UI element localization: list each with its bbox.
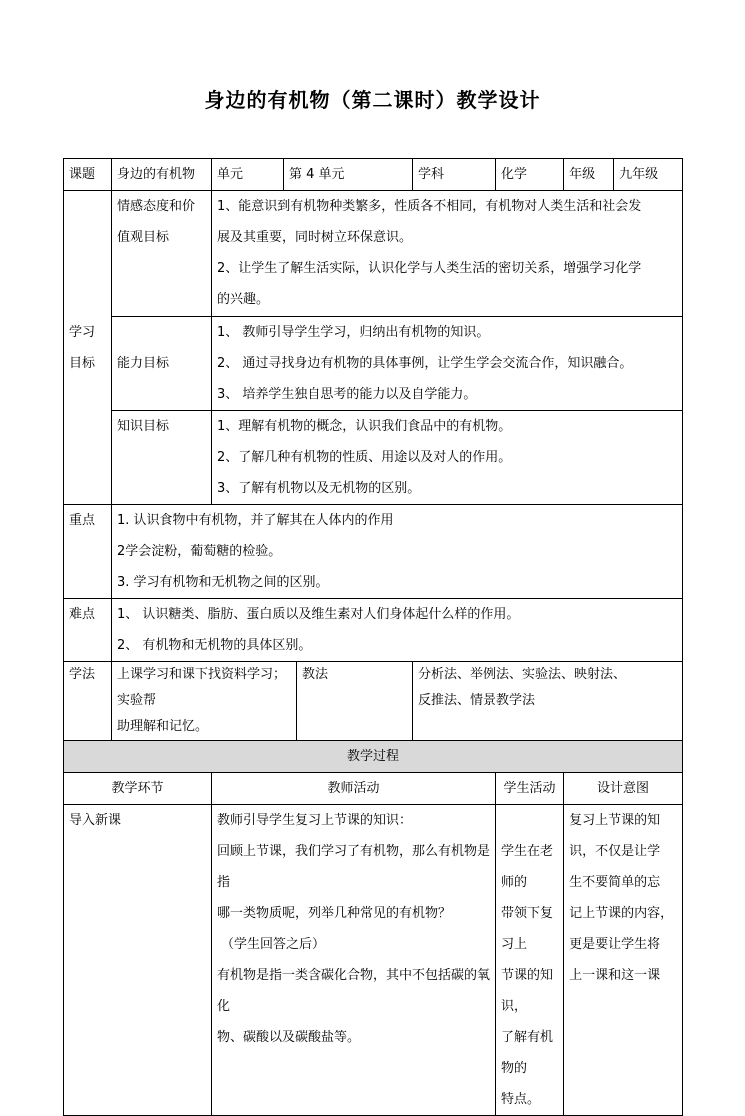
knowledge-line: 1、理解有机物的概念，认识我们食品中的有机物。 <box>217 419 512 434</box>
key-points-row <box>64 505 683 599</box>
study-method-line: 上课学习和课下找资料学习；实验帮 <box>117 667 287 708</box>
difficulty-line: 2、 有机物和无机物的具体区别。 <box>117 638 312 653</box>
grade-label: 年级 <box>564 159 614 191</box>
emotion-label-line2: 值观目标 <box>117 230 170 245</box>
student-line: 学生在老师的 <box>501 844 554 890</box>
objectives-label-line1: 学习 <box>69 324 96 340</box>
intent-line: 更是要让学生将 <box>569 937 661 952</box>
intent-line: 复习上节课的知 <box>569 813 661 828</box>
objectives-label-line2: 目标 <box>69 355 96 371</box>
ability-line: 1、 教师引导学生学习，归纳出有机物的知识。 <box>217 325 490 340</box>
study-method-label: 学法 <box>64 662 112 741</box>
process-title: 教学过程 <box>64 741 683 773</box>
intent-header: 设计意图 <box>564 773 683 805</box>
teacher-line: 教师引导学生复习上节课的知识： <box>217 813 413 828</box>
teacher-line: 有机物是指一类含碳化合物，其中不包括碳的氧化 <box>217 968 491 1014</box>
intro-design-intent <box>564 805 683 1116</box>
knowledge-line: 3、了解有机物以及无机物的区别。 <box>217 481 421 496</box>
emotion-line: 1、能意识到有机物种类繁多，性质各不相同，有机物对人类生活和社会发 <box>217 199 642 214</box>
key-points-content <box>112 505 683 599</box>
difficulties-label: 难点 <box>64 599 112 662</box>
document-title: 身边的有机物（第二课时）教学设计 <box>204 88 541 112</box>
emotion-line: 展及其重要，同时树立环保意识。 <box>217 230 413 245</box>
knowledge-line: 2、了解几种有机物的性质、用途以及对人的作用。 <box>217 450 512 465</box>
teach-method-content <box>413 662 683 741</box>
teacher-line: （学生回答之后） <box>221 937 326 952</box>
knowledge-content <box>212 411 683 505</box>
emotion-label <box>112 191 212 317</box>
student-line: 特点。 <box>501 1092 541 1107</box>
teacher-line: 物、碳酸以及碳酸盐等。 <box>217 1030 361 1045</box>
teacher-header: 教师活动 <box>212 773 496 805</box>
intent-line: 生不要简单的忘 <box>569 875 661 890</box>
stage-header: 教学环节 <box>64 773 212 805</box>
emotion-label-line1: 情感态度和价 <box>117 199 196 214</box>
teach-method-line: 反推法、情景教学法 <box>418 693 536 708</box>
knowledge-label: 知识目标 <box>112 411 212 505</box>
teacher-line: 哪一类物质呢，列举几种常见的有机物？ <box>217 906 452 921</box>
difficulty-line: 1、 认识糖类、脂肪、蛋白质以及维生素对人们身体起什么样的作用。 <box>117 607 520 622</box>
emotion-line: 的兴趣。 <box>217 292 270 307</box>
teach-method-label: 教法 <box>297 662 413 741</box>
key-points-label: 重点 <box>64 505 112 599</box>
study-method-line: 助理解和记忆。 <box>117 719 209 734</box>
topic-value: 身边的有机物 <box>112 159 212 191</box>
ability-label: 能力目标 <box>112 317 212 411</box>
grade-value: 九年级 <box>614 159 683 191</box>
methods-row <box>64 662 683 741</box>
emotion-content <box>212 191 683 317</box>
student-line: 了解有机物的 <box>501 1030 554 1076</box>
difficulties-row <box>64 599 683 662</box>
process-header-row <box>64 773 683 805</box>
intent-line: 识，不仅是让学 <box>569 844 661 859</box>
subject-label: 学科 <box>413 159 496 191</box>
objective-emotion-row <box>64 191 683 317</box>
intro-row <box>64 805 683 1116</box>
ability-line: 3、 培养学生独自思考的能力以及自学能力。 <box>217 387 477 402</box>
unit-value: 第 4 单元 <box>284 159 413 191</box>
intro-teacher-activity <box>212 805 496 1116</box>
intent-line: 上一课和这一课 <box>569 968 661 983</box>
objective-ability-row <box>64 317 683 411</box>
teacher-line: 回顾上节课，我们学习了有机物，那么有机物是指 <box>217 844 491 890</box>
objective-knowledge-row <box>64 411 683 505</box>
emotion-line: 2、让学生了解生活实际，认识化学与人类生活的密切关系，增强学习化学 <box>217 261 642 276</box>
unit-label: 单元 <box>212 159 284 191</box>
student-line: 带领下复习上 <box>501 906 554 952</box>
intent-line: 记上节课的内容， <box>569 906 674 921</box>
ability-line: 2、 通过寻找身边有机物的具体事例，让学生学会交流合作，知识融合。 <box>217 356 633 371</box>
intro-stage: 导入新课 <box>64 805 212 1116</box>
intro-student-activity <box>496 805 564 1116</box>
process-title-row <box>64 741 683 773</box>
subject-value: 化学 <box>496 159 564 191</box>
key-point-line: 2学会淀粉，葡萄糖的检验。 <box>117 544 282 559</box>
objectives-label <box>64 191 112 505</box>
student-header: 学生活动 <box>496 773 564 805</box>
ability-content <box>212 317 683 411</box>
teach-method-line: 分析法、举例法、实验法、映射法、 <box>418 667 627 682</box>
key-point-line: 1. 认识食物中有机物，并了解其在人体内的作用 <box>117 513 394 528</box>
lesson-plan-table <box>63 158 683 1116</box>
student-line: 节课的知识， <box>501 968 554 1014</box>
difficulties-content <box>112 599 683 662</box>
key-point-line: 3. 学习有机物和无机物之间的区别。 <box>117 575 329 590</box>
topic-label: 课题 <box>64 159 112 191</box>
header-row <box>64 159 683 191</box>
study-method-content <box>112 662 297 741</box>
